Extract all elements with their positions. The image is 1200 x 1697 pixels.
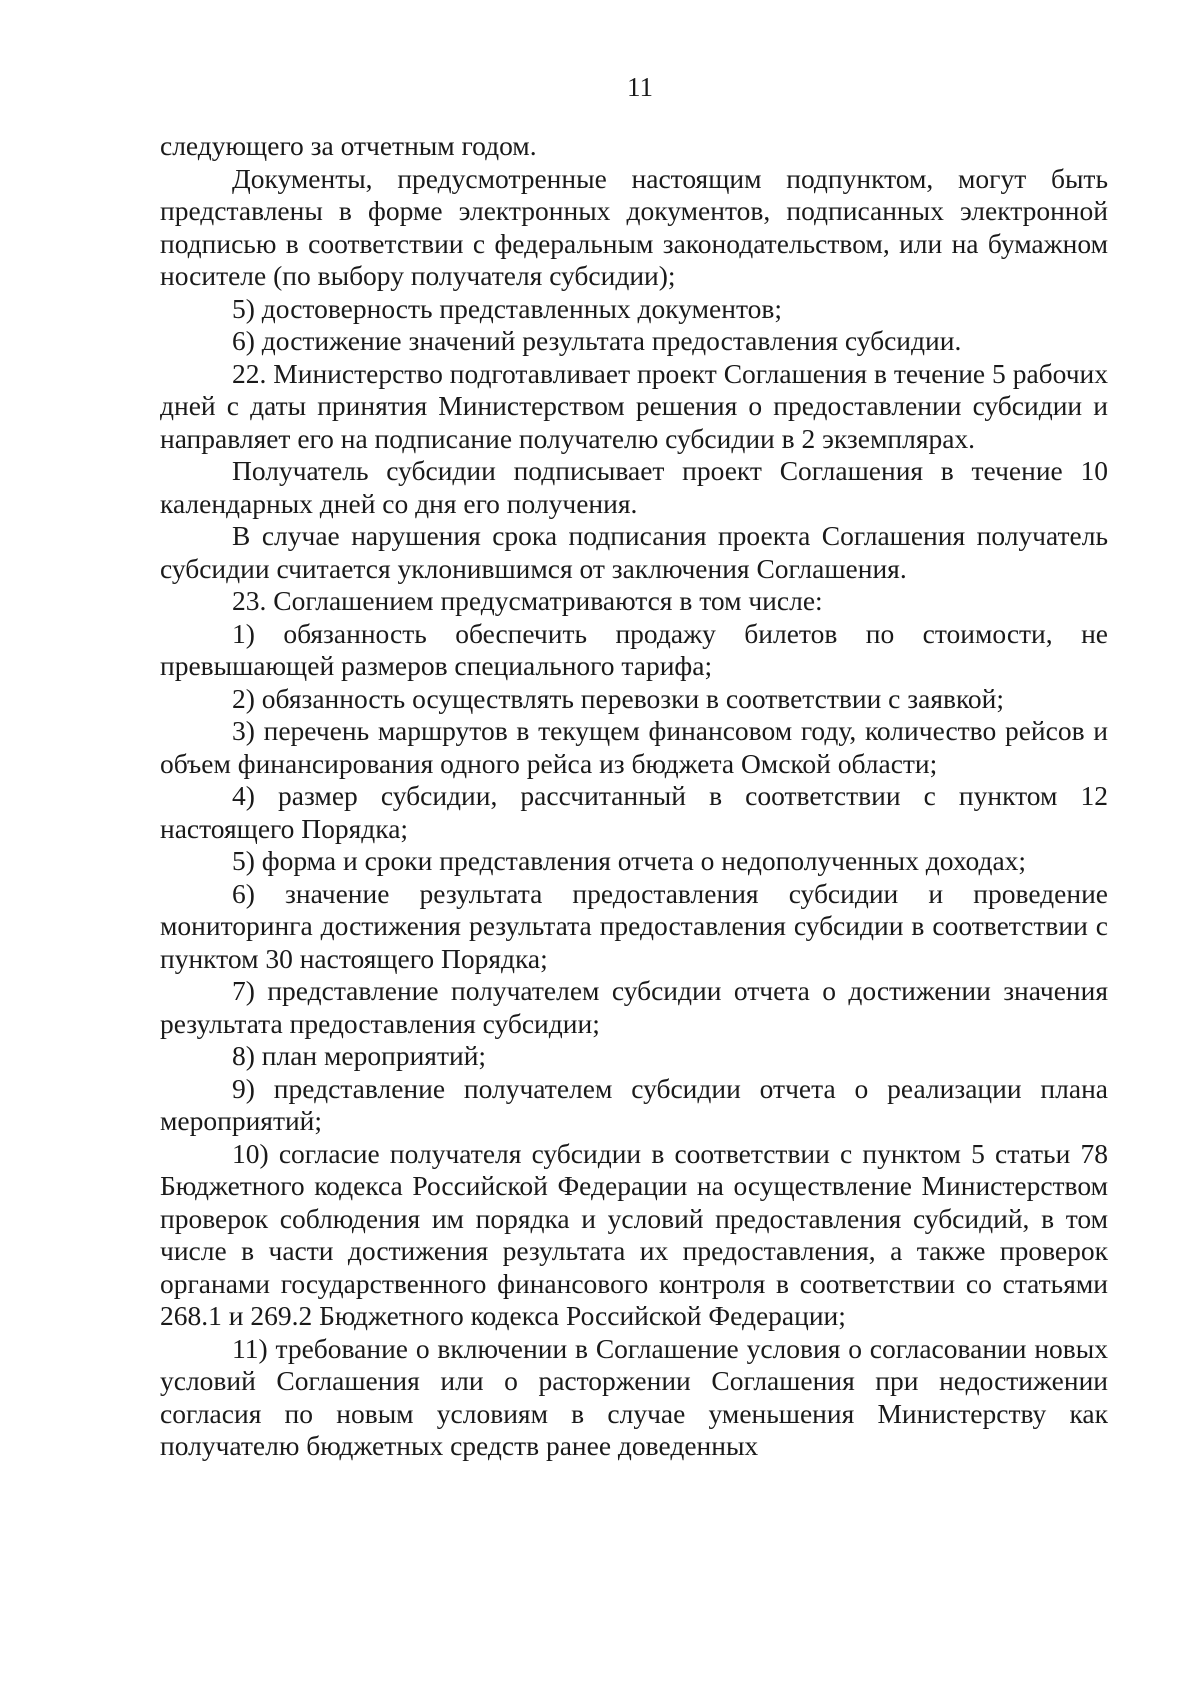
paragraph-deadline-violation: В случае нарушения срока подписания проекта Соглашения получатель субсидии считается уклонившимся от заключения Соглашения. — [160, 520, 1108, 584]
paragraph-item-6: 6) значение результата предоставления субсидии и проведение мониторинга достижения результата предоставления субсидии в соответствии с пунктом 30 настоящего Порядка; — [160, 877, 1108, 974]
paragraph-item-10: 10) согласие получателя субсидии в соответствии с пунктом 5 статьи 78 Бюджетного кодекса Российской Федерации на осуществление Министерством проверок соблюдения им порядка и условий предоставления субсидий, в том числе в части достижения результата их предоставления, а также проверок органами государственного финансового контроля в соответствии со статьями 268.1 и 269.2 Бюджетного кодекса Российской Федерации; — [160, 1137, 1108, 1331]
page-number: 11 — [627, 72, 653, 102]
paragraph-continuation: следующего за отчетным годом. — [160, 130, 537, 161]
paragraph-item-1: 1) обязанность обеспечить продажу билетов по стоимости, не превышающей размеров специального тарифа; — [160, 617, 1108, 681]
paragraph-clause-22: 22. Министерство подготавливает проект Соглашения в течение 5 рабочих дней с даты принятия Министерством решения о предоставлении субсидии и направляет его на подписание получателю субсидии в 2 экземплярах. — [160, 357, 1108, 454]
paragraph-documents-format: Документы, предусмотренные настоящим подпунктом, могут быть представлены в форме электронных документов, подписанных электронной подписью в соответствии с федеральным законодательством, или на бумажном носителе (по выбору получателя субсидии); — [160, 162, 1108, 291]
paragraph-item-2: 2) обязанность осуществлять перевозки в соответствии с заявкой; — [232, 682, 1005, 714]
paragraph-recipient-signs: Получатель субсидии подписывает проект Соглашения в течение 10 календарных дней со дня его получения. — [160, 455, 1108, 519]
paragraph-item-3: 3) перечень маршрутов в текущем финансовом году, количество рейсов и объем финансирования одного рейса из бюджета Омской области; — [160, 715, 1108, 779]
paragraph-item-7: 7) представление получателем субсидии отчета о достижении значения результата предоставления субсидии; — [160, 975, 1108, 1039]
paragraph-item-11: 11) требование о включении в Соглашение условия о согласовании новых условий Соглашения или о расторжении Соглашения при недостижении согласия по новым условиям в случае уменьшения Министерству как получателю бюджетных средств ранее доведенных — [160, 1332, 1108, 1461]
paragraph-item-4: 4) размер субсидии, рассчитанный в соответствии с пунктом 12 настоящего Порядка; — [160, 780, 1108, 844]
paragraph-item-5: 5) форма и сроки представления отчета о недополученных доходах; — [232, 845, 1027, 876]
document-body — [160, 130, 1108, 1463]
paragraph-item-6-achievement: 6) достижение значений результата предоставления субсидии. — [232, 325, 962, 356]
paragraph-item-5-reliability: 5) достоверность представленных документов; — [232, 292, 782, 324]
paragraph-item-8: 8) план мероприятий; — [232, 1040, 487, 1071]
paragraph-clause-23: 23. Соглашением предусматриваются в том числе: — [232, 585, 823, 616]
paragraph-item-9: 9) представление получателем субсидии отчета о реализации плана мероприятий; — [160, 1072, 1108, 1136]
